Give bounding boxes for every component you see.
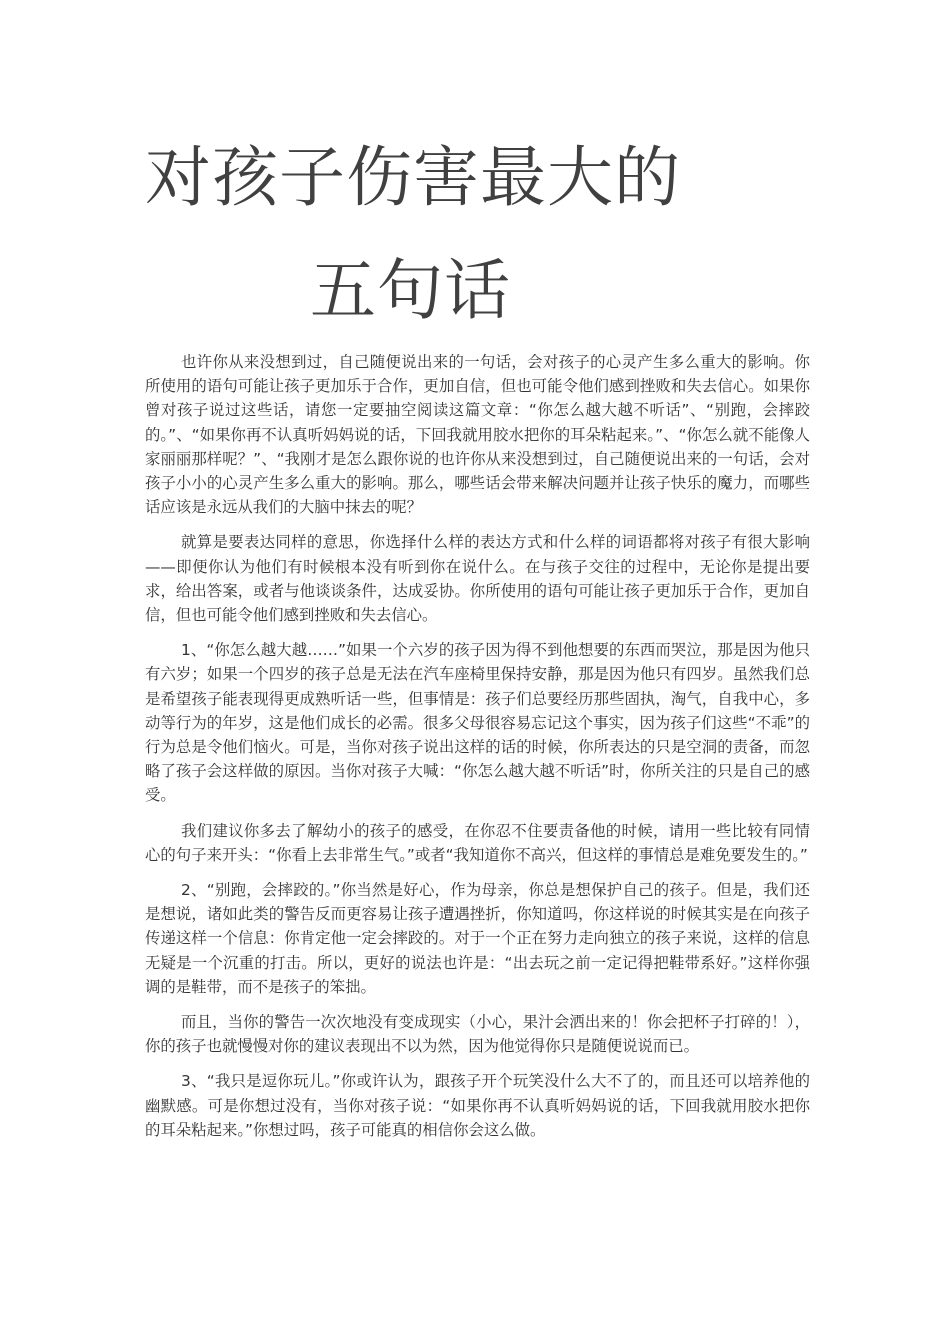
paragraph-point-2: 2、“别跑，会摔跤的。”你当然是好心，作为母亲，你总是想保护自己的孩子。但是，我们还是想说，诸如此类的警告反而更容易让孩子遭遇挫折，你知道吗，你这样说的时候其实是在向孩子传递这样一个信息：你肯定他一定会摔跤的。对于一个正在努力走向独立的孩子来说，这样的信息无疑是一个沉重的打击。所以，更好的说法也许是：“出去玩之前一定记得把鞋带系好。”这样你强调的是鞋带，而不是孩子的笨拙。 <box>145 881 810 996</box>
title-line-1: 对孩子伤害最大的 <box>145 139 681 216</box>
paragraph-point-3: 3、“我只是逗你玩儿。”你或许认为，跟孩子开个玩笑没什么大不了的，而且还可以培养他的幽默感。可是你想过没有，当你对孩子说：“如果你再不认真听妈妈说的话，下回我就用胶水把你的耳朵粘起来。”你想过吗，孩子可能真的相信你会这么做。 <box>145 1072 810 1139</box>
article-body <box>145 350 810 1153</box>
paragraph-advice-2: 而且，当你的警告一次次地没有变成现实（小心，果汁会洒出来的！你会把杯子打碎的！），你的孩子也就慢慢对你的建议表现出不以为然，因为他觉得你只是随便说说而已。 <box>145 1013 810 1056</box>
title-line-2: 五句话 <box>310 252 511 329</box>
paragraph-expression: 就算是要表达同样的意思，你选择什么样的表达方式和什么样的词语都将对孩子有很大影响——即便你认为他们有时候根本没有听到你在说什么。在与孩子交往的过程中，无论你是提出要求，给出答案，或者与他谈谈条件，达成妥协。你所使用的语句可能让孩子更加乐于合作，更加自信，但也可能令他们感到挫败和失去信心。 <box>145 533 810 625</box>
paragraph-point-1: 1、“你怎么越大越……”如果一个六岁的孩子因为得不到他想要的东西而哭泣，那是因为他只有六岁；如果一个四岁的孩子总是无法在汽车座椅里保持安静，那是因为他只有四岁。虽然我们总是希望孩子能表现得更成熟听话一些，但事情是：孩子们总要经历那些固执，淘气，自我中心，多动等行为的年岁，这是他们成长的必需。很多父母很容易忘记这个事实，因为孩子们这些“不乖”的行为总是令他们恼火。可是，当你对孩子说出这样的话的时候，你所表达的只是空洞的责备，而忽略了孩子会这样做的原因。当你对孩子大喊：“你怎么越大越不听话”时，你所关注的只是自己的感受。 <box>145 641 810 805</box>
paragraph-advice-1: 我们建议你多去了解幼小的孩子的感受，在你忍不住要责备他的时候，请用一些比较有同情心的句子来开头：“你看上去非常生气。”或者“我知道你不高兴，但这样的事情总是难免要发生的。” <box>145 821 810 864</box>
paragraph-intro: 也许你从来没想到过，自己随便说出来的一句话，会对孩子的心灵产生多么重大的影响。你所使用的语句可能让孩子更加乐于合作，更加自信，但也可能令他们感到挫败和失去信心。如果你曾对孩子说过这些话，请您一定要抽空阅读这篇文章：“你怎么越大越不听话”、“别跑，会摔跤的。”、“如果你再不认真听妈妈说的话，下回我就用胶水把你的耳朵粘起来。”、“你怎么就不能像人家丽丽那样呢？”、“我刚才是怎么跟你说的也许你从来没想到过，自己随便说出来的一句话，会对孩子小小的心灵产生多么重大的影响。那么，哪些话会带来解决问题并让孩子快乐的魔力，而哪些话应该是永远从我们的大脑中抹去的呢？ <box>145 353 810 517</box>
